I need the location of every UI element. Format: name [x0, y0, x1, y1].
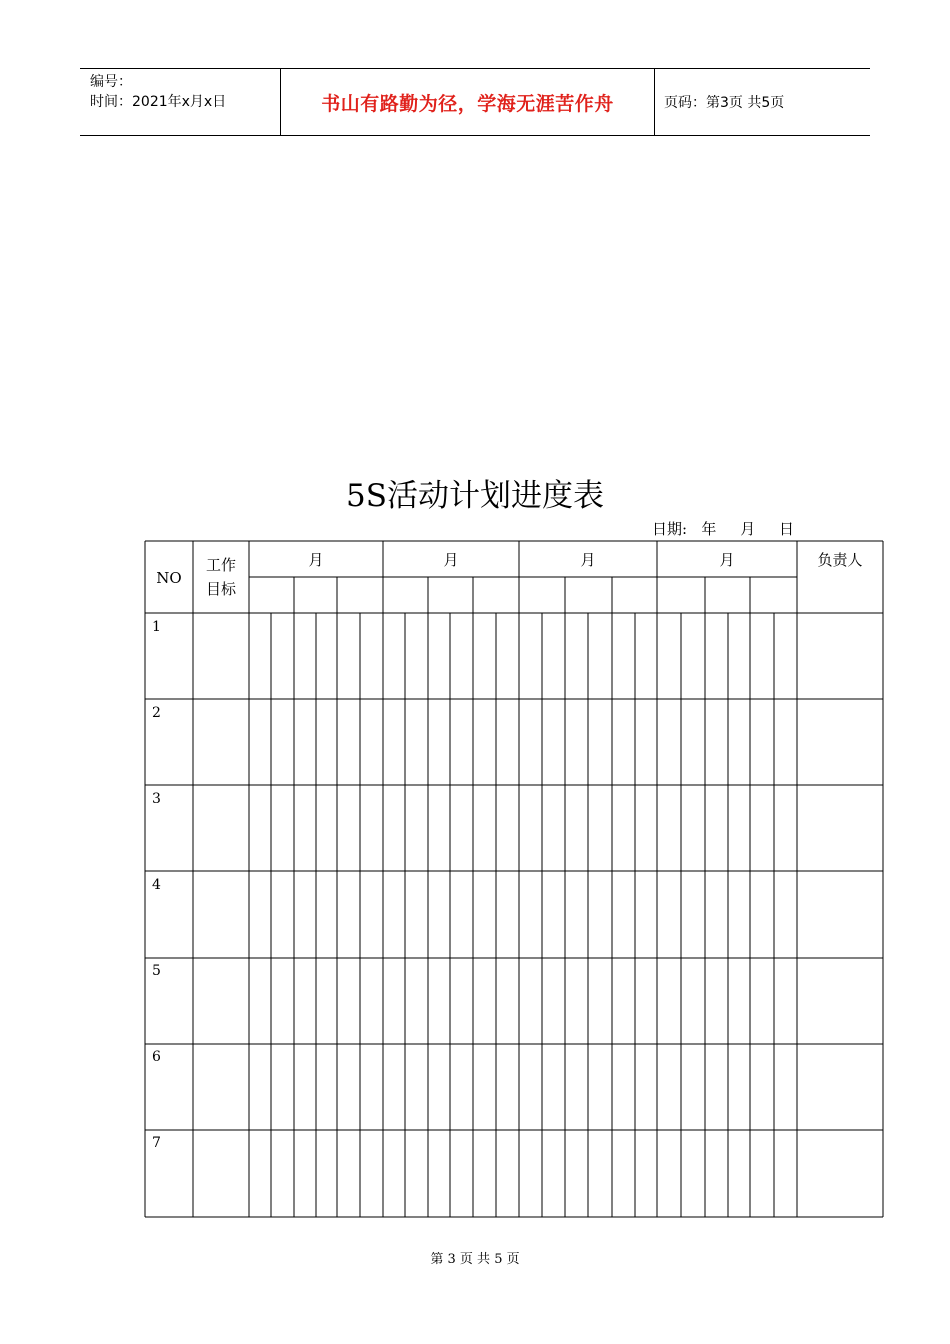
- row-number: 1: [152, 619, 161, 635]
- month-header-1: 月: [308, 551, 324, 569]
- page-indicator: 页码：第3页 共5页: [664, 95, 785, 111]
- header-work-target: 工作 目标: [205, 556, 236, 598]
- time-label: 时间：2021年x月x日: [90, 94, 227, 110]
- row-number: 4: [152, 877, 161, 893]
- serial-number-label: 编号：: [90, 74, 132, 90]
- header-no: NO: [156, 569, 182, 587]
- month-header-4: 月: [719, 551, 735, 569]
- row-number: 3: [152, 791, 161, 807]
- month-header-2: 月: [443, 551, 459, 569]
- row-number: 7: [152, 1135, 161, 1151]
- date-line: 日期: 年 月 日: [652, 520, 795, 538]
- header-owner: 负责人: [817, 551, 863, 569]
- header-motto: 书山有路勤为径，学海无涯苦作舟: [321, 92, 614, 115]
- row-number: 5: [152, 963, 161, 979]
- page-title: 5S活动计划进度表: [346, 478, 604, 514]
- row-number: 2: [152, 705, 161, 721]
- page-footer: 第 3 页 共 5 页: [430, 1252, 520, 1267]
- row-number: 6: [152, 1049, 161, 1065]
- month-header-3: 月: [580, 551, 596, 569]
